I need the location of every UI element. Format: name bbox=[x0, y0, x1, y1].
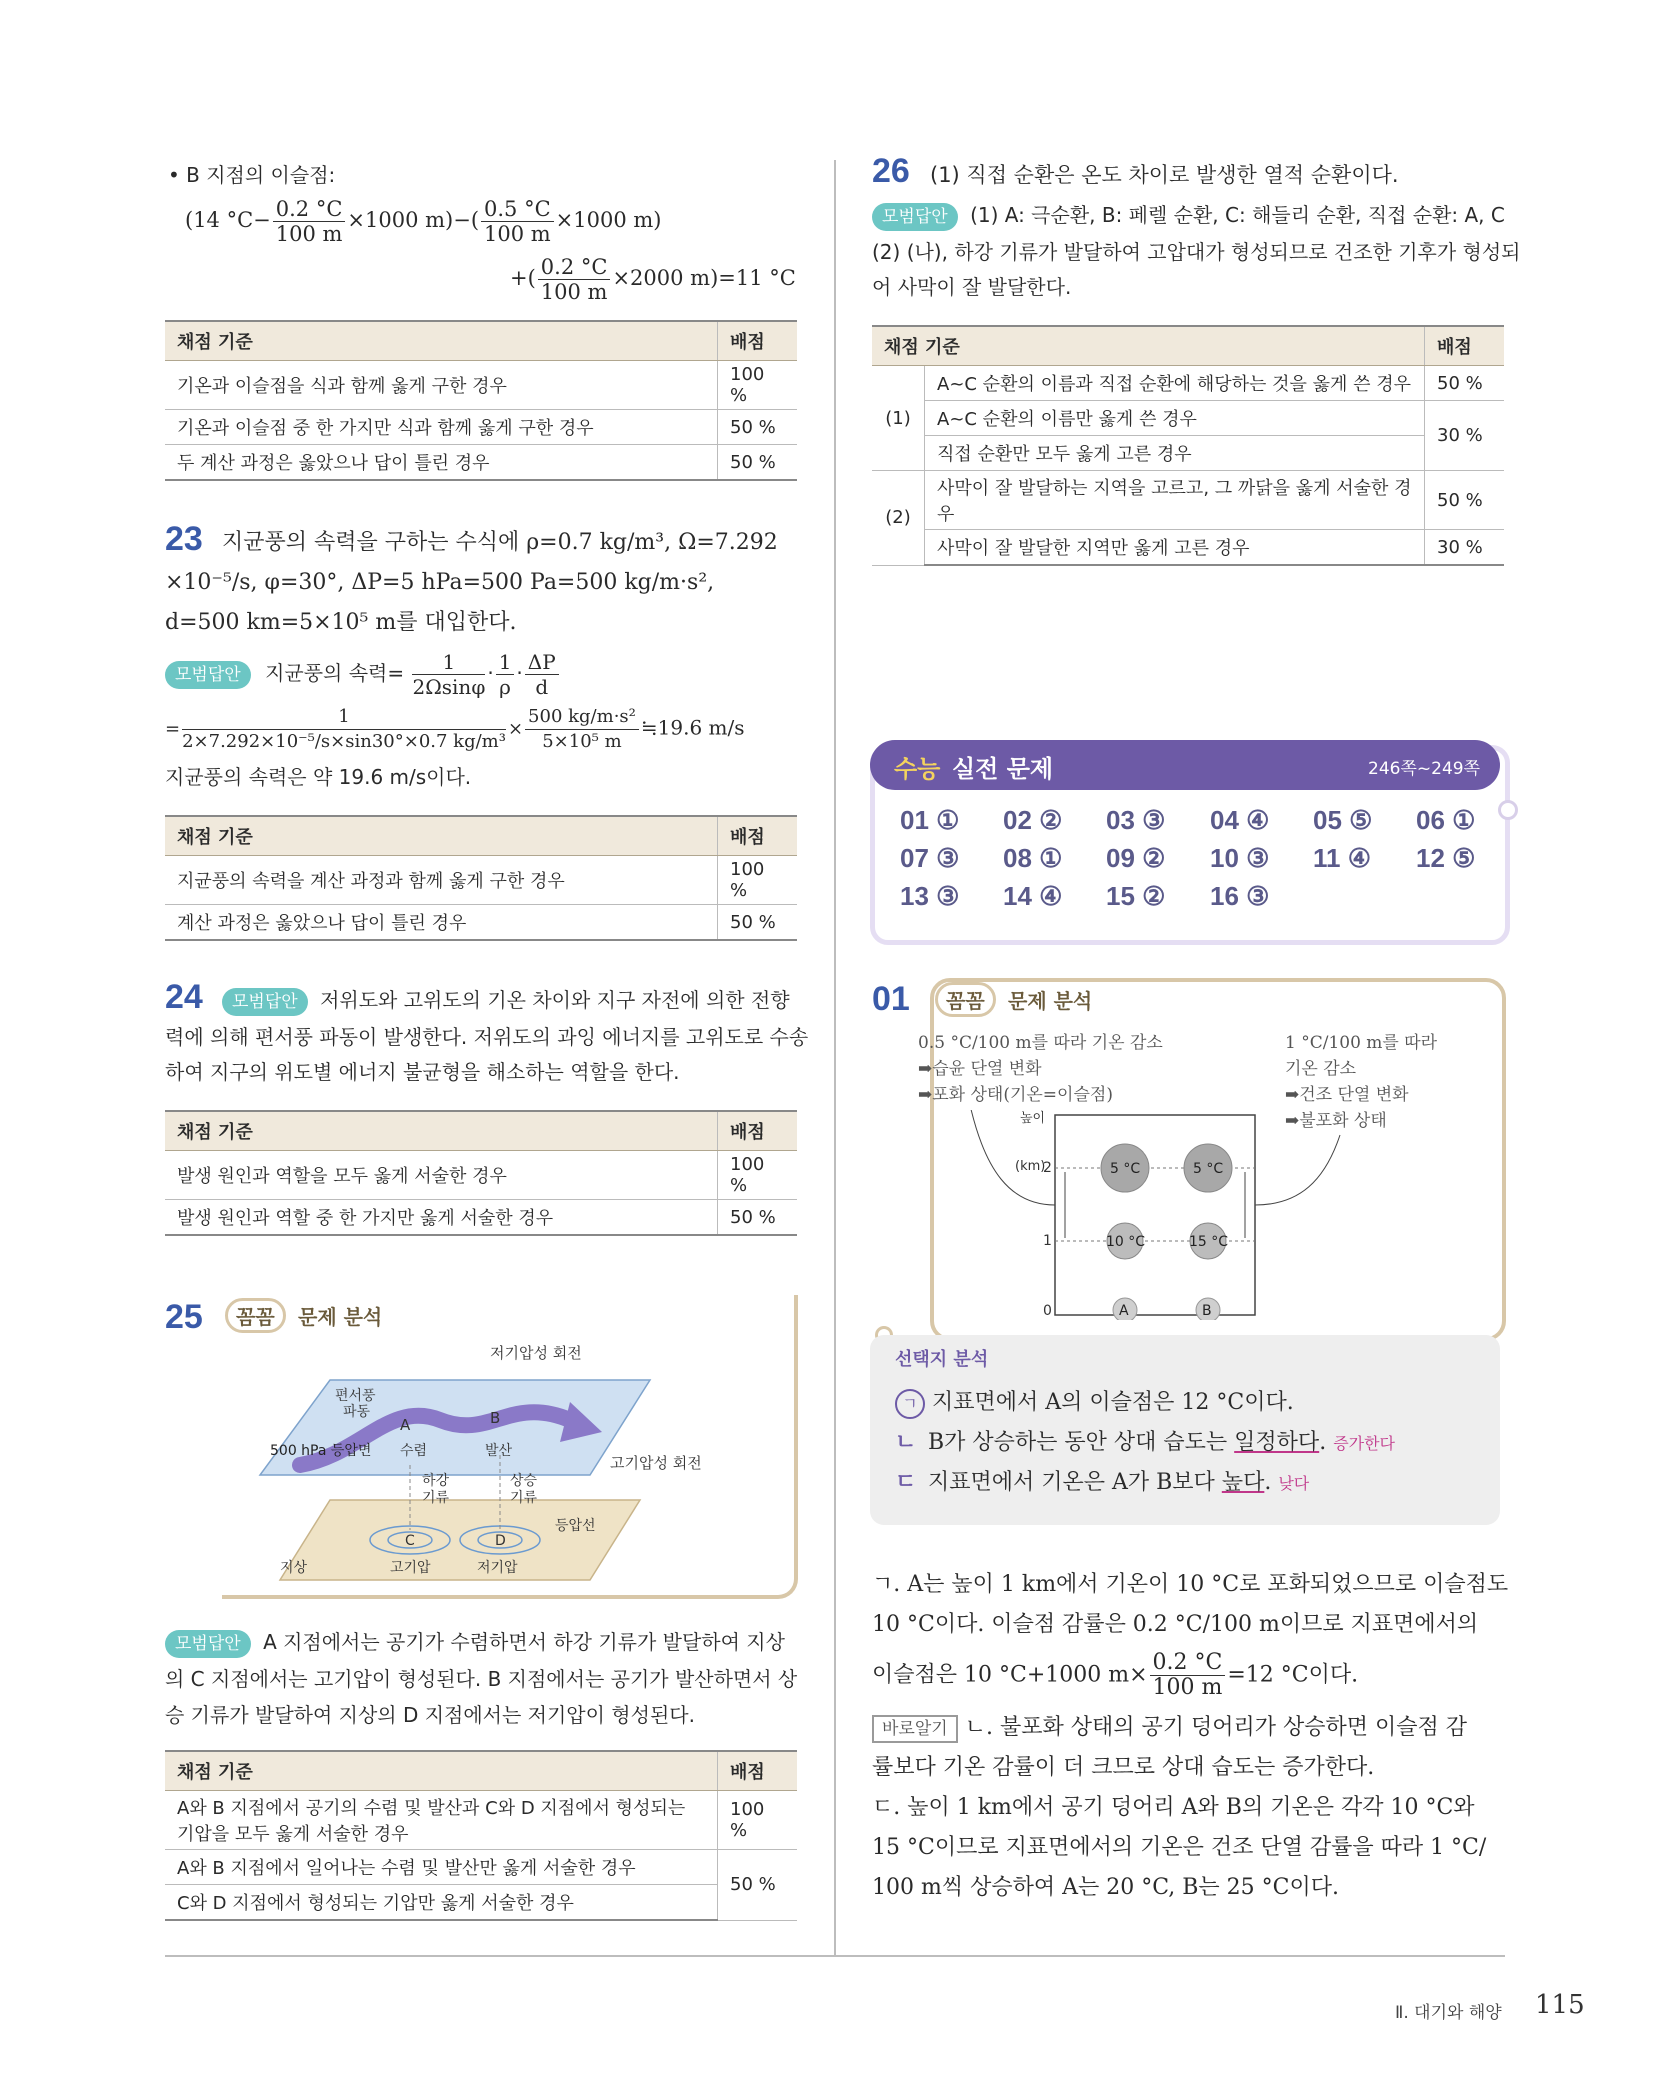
label-ground: 지상 bbox=[280, 1560, 308, 1576]
y-tick-2: 2 bbox=[1043, 1160, 1052, 1176]
p01-tip-heading bbox=[935, 982, 1092, 1017]
label-isobar: 등압선 bbox=[555, 1518, 596, 1534]
calc-part: ×2000 m)=11 °C bbox=[612, 266, 796, 290]
plot-frame bbox=[1055, 1115, 1255, 1315]
correction-note: 증가한다 bbox=[1333, 1434, 1396, 1453]
explanation-line: ㄱ. A는 높이 1 km에서 기온이 10 °C로 포화되었으므로 이슬점도 bbox=[872, 1572, 1509, 1597]
calc-part: +( bbox=[510, 266, 536, 290]
q22-scoring-table bbox=[165, 320, 797, 481]
calc-part: (14 °C− bbox=[185, 208, 271, 232]
fraction: $\frac{0.2 ^\circ C}{100 m}$ bbox=[273, 197, 346, 246]
table-row: 계산 과정은 옳았으나 답이 틀린 경우 50 % bbox=[165, 905, 797, 941]
choice-analysis-title: 선택지 분석 bbox=[895, 1349, 989, 1370]
correction-badge: 바로알기 bbox=[872, 1715, 958, 1743]
explanation-part: 이슬점은 10 °C+1000 m× bbox=[872, 1662, 1148, 1688]
correction-note: 낮다 bbox=[1278, 1474, 1310, 1493]
explanation-line: ㄷ. 높이 1 km에서 공기 덩어리 A와 B의 기온은 각각 10 °C와 bbox=[872, 1795, 1475, 1820]
table-header: 채점 기준 bbox=[165, 321, 718, 361]
q23-line2: ×10⁻⁵/s, φ=30°, ΔP=5 hPa=500 Pa=500 kg/m·s², bbox=[165, 570, 715, 595]
p01-explanation bbox=[872, 1565, 1508, 1908]
answer-item: 08 ① bbox=[1003, 843, 1063, 873]
table-row: 기온과 이슬점 중 한 가지만 식과 함께 옳게 구한 경우 50 % bbox=[165, 410, 797, 445]
note-line: ➡건조 단열 변화 bbox=[1285, 1085, 1409, 1105]
table-row: 발생 원인과 역할을 모두 옳게 서술한 경우 100 % bbox=[165, 1151, 797, 1200]
q25-westerly-diagram bbox=[240, 1340, 710, 1595]
table-header: 채점 기준 bbox=[165, 1111, 718, 1151]
choice-text: 지표면에서 A의 이슬점은 12 °C이다. bbox=[932, 1390, 1294, 1415]
choice-text-end: . bbox=[1319, 1430, 1327, 1455]
y-axis-label: 높이 bbox=[1020, 1111, 1046, 1126]
label-wave-a: 편서풍 bbox=[335, 1388, 376, 1404]
label-down2: 기류 bbox=[422, 1490, 450, 1506]
label-C: C bbox=[405, 1533, 415, 1549]
parcel-B-label: B bbox=[1202, 1303, 1212, 1319]
q23-answer-formula: 모범답안 지균풍의 속력= $\frac{1}{2\Omega\sin\varphi}$ · $\frac{1}{\rho}$ · $\frac{\Delta P}{d}$ bbox=[165, 650, 561, 699]
answer-item: 15 ② bbox=[1106, 881, 1166, 911]
table-row: A~C 순환의 이름만 옳게 쓴 경우 30 % bbox=[872, 401, 1504, 436]
model-answer-badge: 모범답안 bbox=[165, 661, 251, 689]
table-header: 배점 bbox=[718, 321, 798, 361]
p01-air-parcel-diagram bbox=[940, 1110, 1380, 1320]
q25-line3: 승 기류가 발달하여 지상의 D 지점에서는 저기압이 형성된다. bbox=[165, 1703, 695, 1727]
calc-part: ×1000 m) bbox=[555, 208, 662, 232]
q24-text: 저위도와 고위도의 기온 차이와 지구 자전에 의한 전향 bbox=[320, 988, 790, 1012]
q24-line1 bbox=[222, 983, 790, 1018]
answer-item: 09 ② bbox=[1106, 843, 1166, 873]
answer-item: 16 ③ bbox=[1210, 881, 1270, 911]
times: × bbox=[507, 718, 524, 740]
note-line: ➡불포화 상태 bbox=[1285, 1111, 1387, 1131]
table-row: 기온과 이슬점을 식과 함께 옳게 구한 경우 100 % bbox=[165, 361, 797, 410]
model-answer-badge: 모범답안 bbox=[872, 203, 958, 231]
table-row: 지균풍의 속력을 계산 과정과 함께 옳게 구한 경우 100 % bbox=[165, 856, 797, 905]
practice-pages: 246쪽~249쪽 bbox=[1368, 759, 1480, 779]
practice-header bbox=[870, 740, 1500, 790]
q23-line3: d=500 km=5×10⁵ m를 대입한다. bbox=[165, 610, 517, 635]
choice-2 bbox=[895, 1425, 1395, 1456]
explanation-line: 률보다 기온 감률이 더 크므로 상대 습도는 증가한다. bbox=[872, 1755, 1375, 1780]
label-high: 고기압 bbox=[390, 1560, 431, 1576]
note-line: ➡포화 상태(기온=이슬점) bbox=[918, 1085, 1113, 1105]
table-row: (2) 사막이 잘 발달하는 지역을 고르고, 그 까닭을 옳게 서술한 경우 50 % bbox=[872, 471, 1504, 530]
chapter-label: Ⅱ. 대기와 해양 bbox=[1395, 2003, 1502, 2023]
answer-item: 03 ③ bbox=[1106, 805, 1166, 835]
question-number: 26 bbox=[872, 152, 910, 190]
label-anticyclonic: 고기압성 회전 bbox=[610, 1454, 702, 1472]
equals: = bbox=[165, 718, 181, 740]
answer-item: 13 ③ bbox=[900, 881, 960, 911]
fraction: $\frac{0.2 ^\circ C}{100 m}$ bbox=[538, 255, 611, 304]
q22-calc-line2 bbox=[510, 255, 796, 304]
q26-line0: (1) 직접 순환은 온도 차이로 발생한 열적 순환이다. bbox=[930, 163, 1399, 187]
practice-title-b: 실전 문제 bbox=[952, 755, 1054, 783]
q25-scoring-table bbox=[165, 1750, 797, 1921]
correct-mark-icon: ㄱ bbox=[895, 1389, 925, 1419]
table-row: A와 B 지점에서 공기의 수렴 및 발산과 C와 D 지점에서 형성되는 기압을 모두 옳게 서술한 경우 100 % bbox=[165, 1791, 797, 1850]
q23-result: 지균풍의 속력은 약 19.6 m/s이다. bbox=[165, 765, 472, 789]
explanation-line bbox=[872, 1651, 1508, 1700]
q26-line1 bbox=[872, 198, 1505, 233]
label-B: B bbox=[490, 1409, 501, 1427]
label-wave-b: 파동 bbox=[343, 1404, 371, 1420]
q26-scoring-table bbox=[872, 325, 1504, 566]
p01-left-notes bbox=[918, 1030, 1163, 1108]
fraction: $\frac{0.5 ^\circ C}{100 m}$ bbox=[481, 197, 554, 246]
calc-part: ×1000 m)−( bbox=[347, 208, 480, 232]
connector-right bbox=[1255, 1135, 1340, 1205]
wrong-mark-icon: ㄷ bbox=[895, 1469, 917, 1495]
label-D: D bbox=[495, 1533, 506, 1549]
table-row: 직접 순환만 모두 옳게 고른 경우 bbox=[872, 436, 1504, 471]
explanation-line bbox=[872, 1708, 1508, 1748]
q25-line1 bbox=[165, 1625, 785, 1660]
q24-line3: 하여 지구의 위도별 에너지 불균형을 해소하는 역할을 한다. bbox=[165, 1060, 680, 1084]
practice-title-a: 수능 bbox=[894, 755, 941, 783]
answer-item: 02 ② bbox=[1003, 805, 1063, 835]
answer-label: 지균풍의 속력= bbox=[265, 661, 405, 685]
explanation-line: 15 °C이므로 지표면에서의 기온은 건조 단열 감률을 따라 1 °C/ bbox=[872, 1835, 1487, 1860]
label-A: A bbox=[400, 1416, 411, 1434]
tip-badge: 꼼꼼 bbox=[225, 1298, 286, 1333]
choice-underline: 높다 bbox=[1221, 1470, 1265, 1495]
question-number: 01 bbox=[872, 980, 910, 1018]
table-row: C와 D 지점에서 형성되는 기압만 옳게 서술한 경우 bbox=[165, 1885, 797, 1921]
table-header: 채점 기준 bbox=[872, 326, 1425, 366]
fraction: $\frac{1}{\text{2×7.292×10⁻⁵/s×sin30°×0.7 kg/m³}}$ bbox=[182, 706, 506, 752]
y-tick-1: 1 bbox=[1043, 1233, 1052, 1249]
note-line: 기온 감소 bbox=[1285, 1059, 1357, 1079]
model-answer-badge: 모범답안 bbox=[165, 1630, 251, 1658]
table-header: 채점 기준 bbox=[165, 1751, 718, 1791]
q22-calc-line1 bbox=[185, 197, 661, 246]
temp-label: 10 °C bbox=[1106, 1234, 1146, 1250]
answer-item: 06 ① bbox=[1416, 805, 1476, 835]
question-number: 24 bbox=[165, 978, 203, 1016]
table-row: A와 B 지점에서 일어나는 수렴 및 발산만 옳게 서술한 경우 50 % bbox=[165, 1850, 797, 1885]
q23-scoring-table bbox=[165, 815, 797, 941]
label-low: 저기압 bbox=[477, 1560, 518, 1576]
answer-item: 11 ④ bbox=[1313, 843, 1372, 873]
table-row: 두 계산 과정은 옳았으나 답이 틀린 경우 50 % bbox=[165, 445, 797, 481]
answer-item: 10 ③ bbox=[1210, 843, 1270, 873]
explanation-line: 10 °C이다. 이슬점 감률은 0.2 °C/100 m이므로 지표면에서의 bbox=[872, 1612, 1479, 1637]
explanation-part: ㄴ. 불포화 상태의 공기 덩어리가 상승하면 이슬점 감 bbox=[964, 1715, 1467, 1740]
table-row: 사막이 잘 발달한 지역만 옳게 고른 경우 30 % bbox=[872, 530, 1504, 566]
table-header: 배점 bbox=[1425, 326, 1505, 366]
tip-badge: 꼼꼼 bbox=[935, 982, 996, 1017]
label-up2: 기류 bbox=[510, 1490, 538, 1506]
q23-substitution bbox=[165, 705, 745, 754]
answer-item: 14 ④ bbox=[1003, 881, 1063, 911]
q26-line2: (2) (나), 하강 기류가 발달하여 고압대가 형성되므로 건조한 기후가 형성되 bbox=[872, 240, 1521, 264]
q22-bullet: • B 지점의 이슬점: bbox=[168, 163, 336, 187]
table-header: 배점 bbox=[718, 816, 798, 856]
temp-label: 5 °C bbox=[1193, 1161, 1224, 1177]
fraction: $\frac{1}{\rho}$ bbox=[496, 650, 515, 699]
table-row: 발생 원인과 역할 중 한 가지만 옳게 서술한 경우 50 % bbox=[165, 1200, 797, 1236]
q26-line3: 어 사막이 잘 발달한다. bbox=[872, 275, 1072, 299]
column-divider bbox=[834, 160, 836, 1955]
explanation-part: =12 °C이다. bbox=[1227, 1662, 1359, 1688]
y-tick-0: 0 bbox=[1043, 1303, 1052, 1319]
fraction: $\frac{\text{500 kg/m·s²}}{\text{5×10⁵ m}}$ bbox=[525, 705, 639, 754]
choice-text: 지표면에서 기온은 A가 B보다 bbox=[928, 1470, 1222, 1495]
label-500hpa: 500 hPa 등압면 bbox=[270, 1443, 372, 1459]
tip-title: 문제 분석 bbox=[298, 1305, 383, 1329]
box-dot bbox=[1498, 800, 1518, 820]
table-row: (1) A~C 순환의 이름과 직접 순환에 해당하는 것을 옳게 쓴 경우 50 % bbox=[872, 366, 1504, 401]
table-header: 배점 bbox=[718, 1751, 798, 1791]
answer-item: 05 ⑤ bbox=[1313, 805, 1373, 835]
explanation-line: 100 m씩 상승하여 A는 20 °C, B는 25 °C이다. bbox=[872, 1875, 1339, 1900]
q26-text: (1) A: 극순환, B: 페렐 순환, C: 해들리 순환, 직접 순환: A, C bbox=[970, 203, 1505, 227]
fraction: $\frac{0.2 ^\circ C}{100 m}$ bbox=[1150, 1651, 1226, 1700]
choice-text: B가 상승하는 동안 상대 습도는 bbox=[928, 1430, 1235, 1455]
q25-text: A 지점에서는 공기가 수렴하면서 하강 기류가 발달하여 지상 bbox=[263, 1630, 785, 1654]
bottom-divider bbox=[165, 1955, 1505, 1957]
choice-1 bbox=[895, 1385, 1294, 1419]
label-up1: 상승 bbox=[510, 1473, 538, 1489]
answer-item: 01 ① bbox=[900, 805, 960, 835]
table-header: 채점 기준 bbox=[165, 816, 718, 856]
label-diverge: 발산 bbox=[485, 1443, 513, 1459]
label-cyclonic-top: 저기압성 회전 bbox=[490, 1344, 582, 1362]
fraction: $\frac{\Delta P}{d}$ bbox=[525, 650, 559, 699]
table-header: 배점 bbox=[718, 1111, 798, 1151]
wrong-mark-icon: ㄴ bbox=[895, 1429, 917, 1455]
question-number: 25 bbox=[165, 1298, 203, 1336]
label-converge: 수렴 bbox=[400, 1443, 428, 1459]
note-line: 1 °C/100 m를 따라 bbox=[1285, 1033, 1438, 1053]
q25-line2: 의 C 지점에서는 고기압이 형성된다. B 지점에서는 공기가 발산하면서 상 bbox=[165, 1667, 798, 1691]
note-line: ➡습윤 단열 변화 bbox=[918, 1059, 1042, 1079]
choice-3 bbox=[895, 1465, 1309, 1496]
answer-item: 04 ④ bbox=[1210, 805, 1270, 835]
tip-title: 문제 분석 bbox=[1008, 989, 1093, 1013]
model-answer-badge: 모범답안 bbox=[222, 988, 308, 1016]
temp-label: 5 °C bbox=[1110, 1161, 1141, 1177]
fraction: $\frac{1}{2\Omega\sin\varphi}$ bbox=[412, 650, 486, 699]
q24-line2: 력에 의해 편서풍 파동이 발생한다. 저위도의 과잉 에너지를 고위도로 수송 bbox=[165, 1025, 809, 1049]
parcel-A-label: A bbox=[1119, 1303, 1129, 1319]
q25-tip-heading bbox=[225, 1298, 382, 1333]
answer-item: 07 ③ bbox=[900, 843, 960, 873]
choice-underline: 일정하다 bbox=[1234, 1430, 1320, 1455]
page-number: 115 bbox=[1535, 1990, 1585, 2020]
q24-scoring-table bbox=[165, 1110, 797, 1236]
answer-item: 12 ⑤ bbox=[1416, 843, 1476, 873]
label-down1: 하강 bbox=[422, 1473, 450, 1489]
approx-result: ≒19.6 m/s bbox=[640, 715, 745, 740]
question-number: 23 bbox=[165, 520, 203, 558]
q23-line1: 지균풍의 속력을 구하는 수식에 ρ=0.7 kg/m³, Ω=7.292 bbox=[222, 530, 778, 555]
y-axis-unit: (km) bbox=[1015, 1159, 1046, 1174]
temp-label: 15 °C bbox=[1189, 1234, 1229, 1250]
choice-text-end: . bbox=[1264, 1470, 1272, 1495]
note-line: 0.5 °C/100 m를 따라 기온 감소 bbox=[918, 1033, 1163, 1053]
